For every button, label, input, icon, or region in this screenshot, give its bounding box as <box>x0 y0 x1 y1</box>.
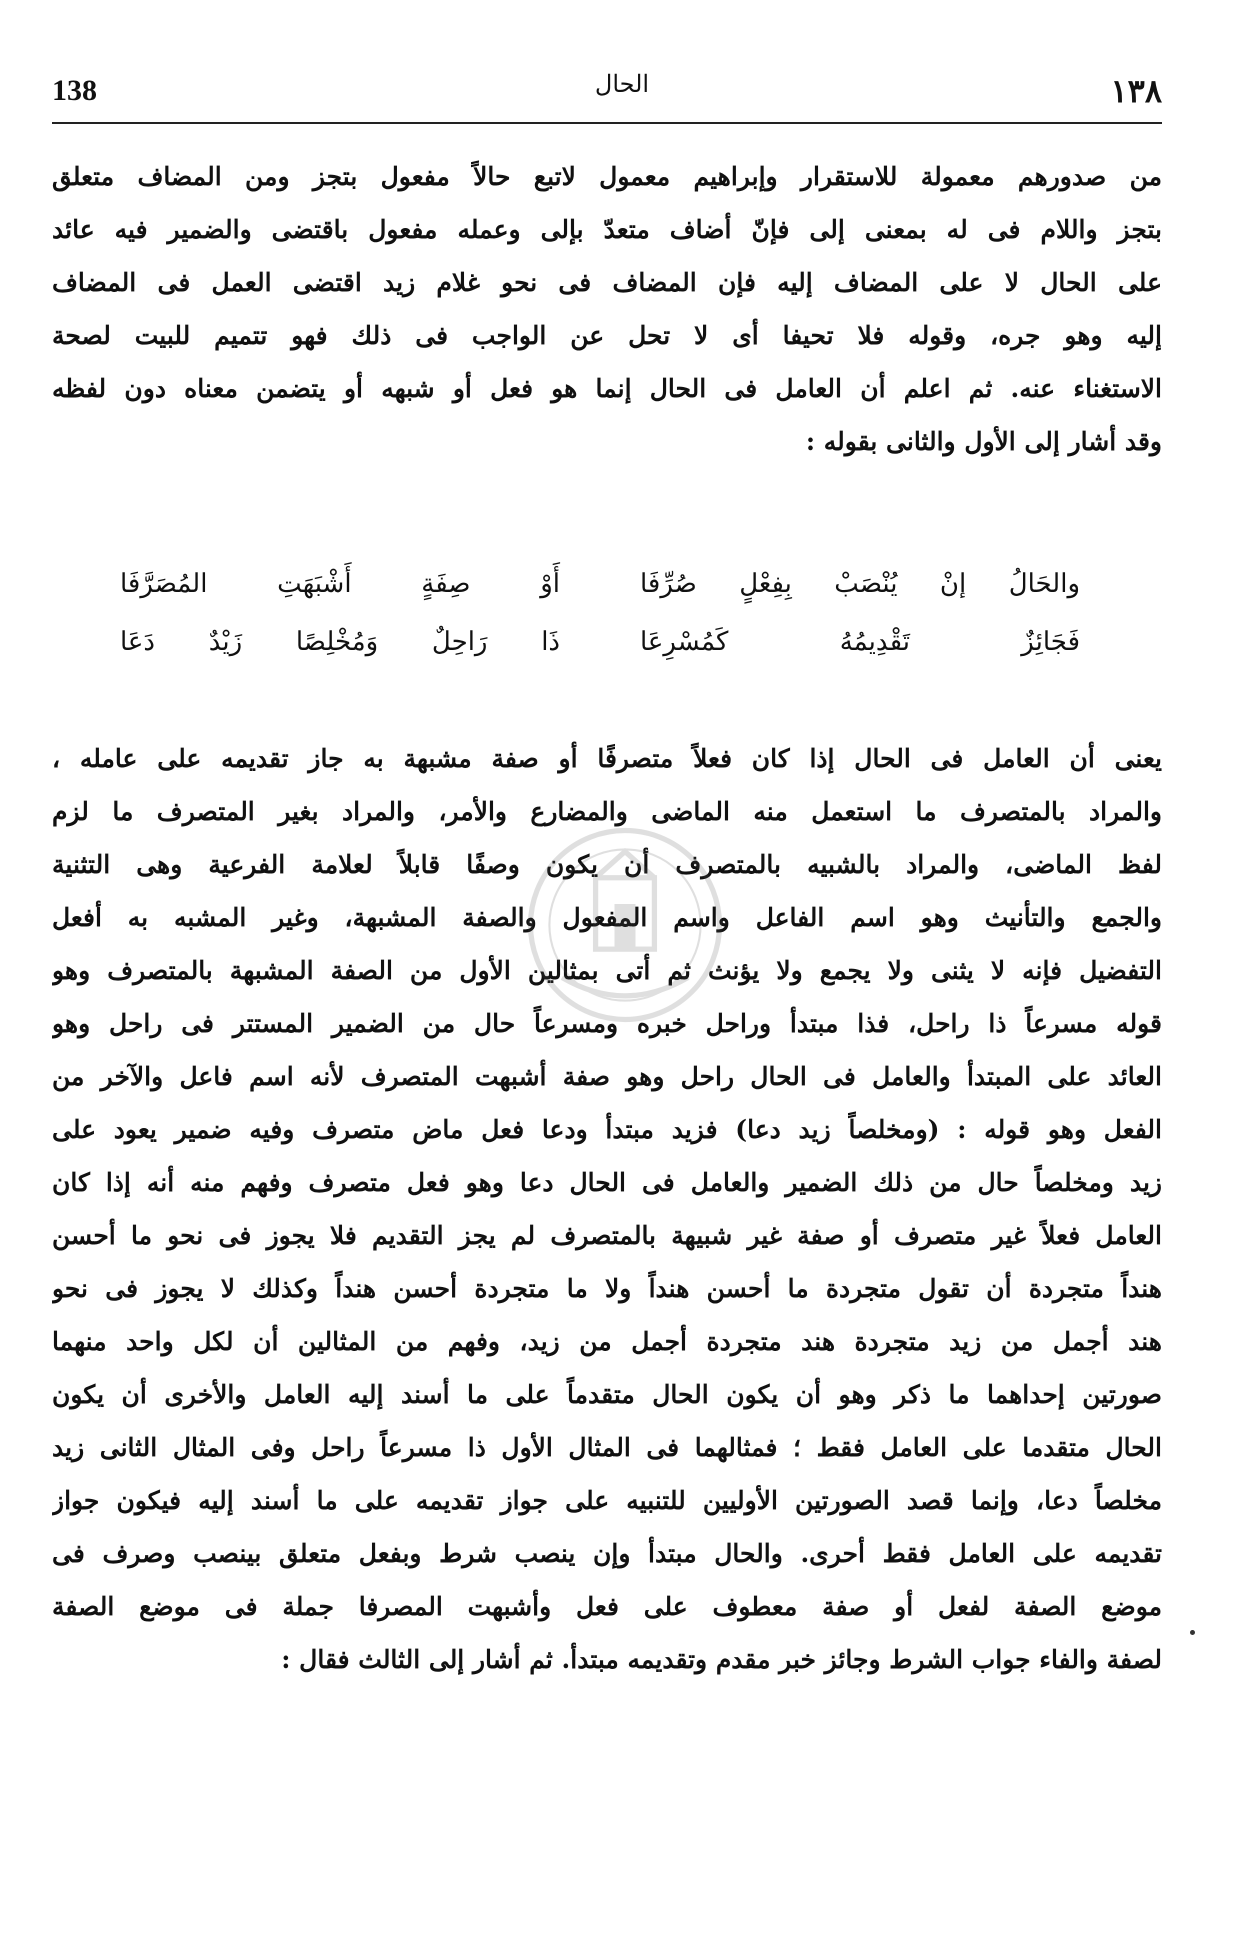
text-line: يعنى أن العامل فى الحال إذا كان فعلاً متصرفًا أو صفة مشبهة به جاز تقديمه على عامله ، <box>52 744 1162 773</box>
text-line: صورتين إحداهما ما ذكر وهو أن يكون الحال متقدماً على ما أسند إليه العامل والأخرى أن يكون <box>52 1380 1162 1409</box>
text-line: وقد أشار إلى الأول والثانى بقوله : <box>805 427 1162 456</box>
text-line: من صدورهم معمولة للاستقرار وإبراهيم معمول لاتبع حالاً مفعول بتجز ومن المضاف متعلق <box>52 162 1162 191</box>
verse-second-hemistich: أَوْ صِفَةٍ أَشْبَهَتِ المُصَرَّفَا <box>120 569 560 599</box>
verse-first-hemistich: والحَالُ إنْ يُنْصَبْ بِفِعْلٍ صُرِّفَا <box>640 569 1080 599</box>
verse-first-hemistich: فَجَائِزٌ تَقْدِيمُهُ كَمُسْرِعَا <box>640 627 1080 657</box>
text-line: الفعل وهو قوله : (ومخلصاً زيد دعا) فزيد مبتدأ ودعا فعل ماض متصرف وفيه ضمير يعود على <box>52 1115 1162 1144</box>
text-line: العامل فعلاً غير متصرف أو صفة غير شبيهة بالمتصرف لم يجز التقديم فلا يجوز فى نحو ما أحسن <box>52 1221 1162 1250</box>
page-number-latin: 138 <box>52 74 97 107</box>
header-divider <box>52 122 1162 124</box>
text-line: الحال متقدما على العامل فقط ؛ فمثالهما فى المثال الأول ذا مسرعاً راحل وفى المثال الثانى زيد <box>52 1433 1162 1462</box>
verse-line <box>120 613 1080 671</box>
text-line: بتجز واللام فى له بمعنى إلى فإنّ أضاف متعدّ بإلى وعمله مفعول باقتضى والضمير فيه عائد <box>52 215 1162 244</box>
text-line: لفظ الماضى، والمراد بالشبيه بالمتصرف أن يكون وصفًا قابلاً لعلامة الفرعية وهى التثنية <box>52 850 1162 879</box>
page-number-arabic: ١٣٨ <box>1110 72 1162 110</box>
text-line: العائد على المبتدأ والعامل فى الحال راحل وهو صفة أشبهت المتصرف لأنه اسم فاعل والآخر من <box>52 1062 1162 1091</box>
text-line: زيد ومخلصاً حال من ذلك الضمير والعامل فى الحال دعا وهو فعل متصرف وفهم منه أنه إذا كان <box>52 1168 1162 1197</box>
text-line: التفضيل فإنه لا يثنى ولا يجمع ولا يؤنث ثم أتى بمثالين الأول من الصفة المشبهة بالمتصرف وهو <box>52 956 1162 985</box>
text-line: والجمع والتأنيث وهو اسم الفاعل واسم المفعول والصفة المشبهة، وغير المشبه به أفعل <box>52 903 1162 932</box>
text-line: هنداً متجردة أن تقول متجردة ما أحسن هنداً ولا ما متجردة أحسن هنداً وكذلك لا يجوز فى نحو <box>52 1274 1162 1303</box>
margin-mark <box>1190 1630 1195 1635</box>
text-line: إليه وهو جره، وقوله فلا تحيفا أى لا تحل عن الواجب فى ذلك فهو تتميم للبيت لصحة <box>52 321 1162 350</box>
text-line: تقديمه على العامل فقط أحرى. والحال مبتدأ وإن ينصب شرط وبفعل متعلق بينصب وصرف فى <box>52 1539 1162 1568</box>
verse-block <box>120 555 1080 671</box>
text-line: الاستغناء عنه. ثم اعلم أن العامل فى الحال إنما هو فعل أو شبهه أو يتضمن معناه دون لفظه <box>52 374 1162 403</box>
paragraph-1 <box>52 150 1162 468</box>
text-line: قوله مسرعاً ذا راحل، فذا مبتدأ وراحل خبره ومسرعاً حال من الضمير المستتر فى راحل وهو <box>52 1009 1162 1038</box>
text-line: موضع الصفة لفعل أو صفة معطوف على فعل وأشبهت المصرفا جملة فى موضع الصفة <box>52 1592 1162 1621</box>
text-line: لصفة والفاء جواب الشرط وجائز خبر مقدم وتقديمه مبتدأ. ثم أشار إلى الثالث فقال : <box>281 1645 1162 1674</box>
running-header <box>52 70 1162 120</box>
text-line: مخلصاً دعا، وإنما قصد الصورتين الأوليين للتنبيه على جواز تقديمه على ما أسند إليه فيكون جواز <box>52 1486 1162 1515</box>
verse-second-hemistich: ذَا رَاحِلٌ وَمُخْلِصًا زَيْدٌ دَعَا <box>120 627 560 657</box>
text-line: والمراد بالمتصرف ما استعمل منه الماضى والمضارع والأمر، والمراد بغير المتصرف ما لزم <box>52 797 1162 826</box>
text-line: على الحال لا على المضاف إليه فإن المضاف فى نحو غلام زيد اقتضى العمل فى المضاف <box>52 268 1162 297</box>
library-watermark-logo <box>520 820 730 1030</box>
text-line: هند أجمل من زيد متجردة هند متجردة أجمل من زيد، وفهم من المثالين أن لكل واحد منهما <box>52 1327 1162 1356</box>
verse-line <box>120 555 1080 613</box>
running-title: الحال <box>594 70 650 98</box>
